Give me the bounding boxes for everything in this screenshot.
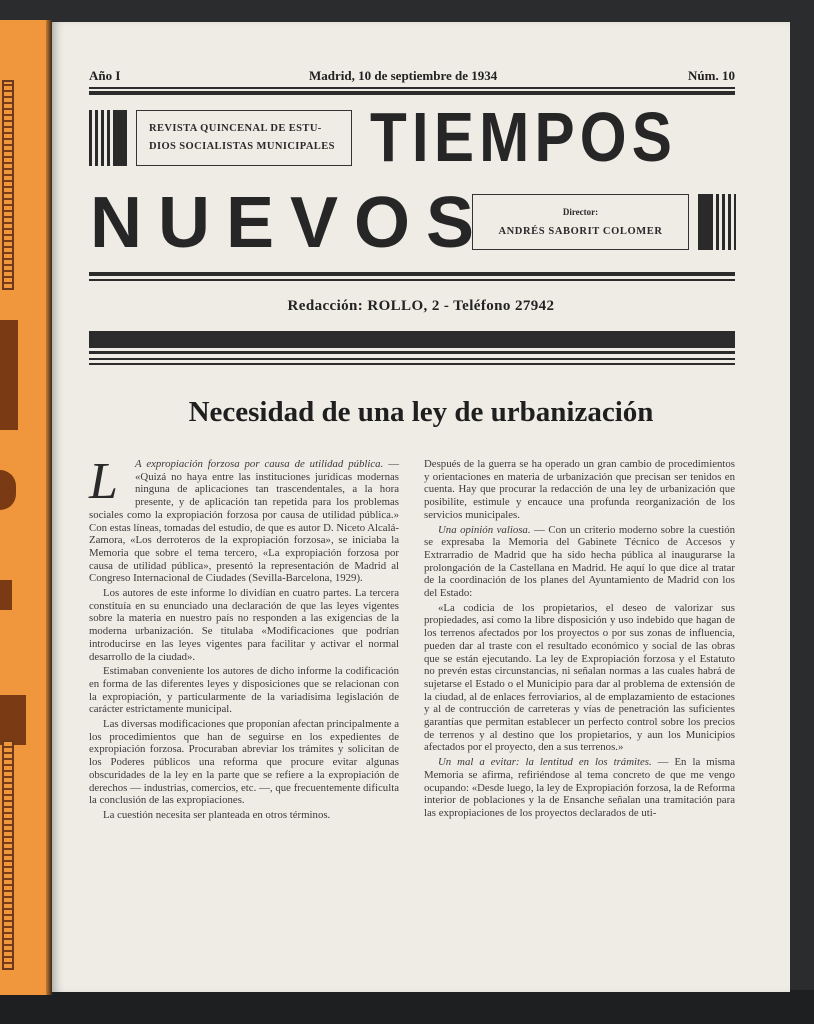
issue-number: Núm. 10: [688, 68, 735, 83]
paragraph: [89, 453, 399, 585]
header-rule: [89, 91, 735, 95]
ornament: [0, 580, 12, 610]
issue-year: Año I: [89, 68, 121, 83]
subtitle-line: DIOS SOCIALISTAS MUNICIPALES: [149, 141, 335, 152]
ornament: [0, 320, 18, 430]
paragraph: Después de la guerra se ha operado un gran cambio de procedimientos y orientaciones en materia de urbanización que precisan ser tenidos en cuenta. Hay que procurar la redacción de una ley de urbanización que posibilite, estimule y encauce una profunda reorganización de los servicios municipales.: [424, 458, 735, 521]
paragraph-text: — Con un criterio moderno sobre la cuestión se expresaba la Memoria del Gabinete Técnico de Accesos y Extrarradio de Madrid que ha sido hecha pública al inaugurarse la prolongación de la Castellana en Madrid. He aquí lo que dice al tratar de la coordinación de los planes del Ayuntamiento de Madrid con los del Estado:: [424, 523, 736, 600]
paragraph: Los autores de este informe lo dividían en cuatro partes. La tercera constituía en su enunciado una declaración de que las leyes vigentes sobre la materia en nuestro país no responden a las exigencias de la moderna urbanización. Se titulaba «Modificaciones que podrían introducirse en las leyes vigentes para facilitar y activar el normal desarrollo de la ciudad».: [89, 587, 399, 663]
masthead-rule: [89, 279, 735, 281]
thin-rule: [89, 363, 735, 365]
subtitle-box: [136, 110, 352, 166]
masthead-rule: [89, 272, 735, 276]
paragraph: [424, 524, 735, 600]
section-lead: Una opinión valiosa.: [438, 523, 531, 536]
ornamental-border-top: [2, 80, 14, 290]
ornamental-border-bottom: [2, 740, 14, 970]
decorative-bars: [89, 110, 127, 166]
subtitle-line: REVISTA QUINCENAL DE ESTU-: [149, 123, 322, 134]
paragraph: Las diversas modificaciones que proponían afectan principalmente a los procedimientos que han de seguirse en los expedientes de expropiación forzosa. Procuraban abreviar los trámites y solicitan de los Poderes públicos una reforma que procure evitar algunas obscuridades de la ley en la parte que se refiere a la expropiación de derechos — industrias, comercios, etc. —, que frecuentemente dificulta la conclusión de las expropiaciones.: [89, 718, 399, 807]
journal-page: [52, 22, 790, 992]
article-column-right: [424, 458, 735, 822]
thin-rule: [89, 358, 735, 360]
title-tiempos: TIEMPOS: [370, 98, 678, 176]
thin-rule: [89, 351, 735, 354]
decorative-bars: [698, 194, 736, 250]
facing-page: [0, 20, 52, 995]
paragraph: Estimaban conveniente los autores de dicho informe la codificación en forma de las diferentes leyes y disposiciones que se relacionan con la expropiación, y particularmente de la variadísima legislación de carácter estrictamente municipal.: [89, 665, 399, 716]
section-lead: A expropiación forzosa por causa de utilidad pública.: [135, 458, 384, 470]
redaccion-address: Redacción: ROLLO, 2 - Teléfono 27942: [287, 298, 555, 314]
drop-cap: L: [89, 453, 118, 510]
director-label: Director:: [562, 207, 599, 217]
director-box: [472, 194, 689, 250]
thick-rule: [89, 331, 735, 348]
background-bottom: [0, 990, 814, 1024]
title-nuevos: NUEVOS: [90, 183, 491, 263]
article-title: Necesidad de una ley de urbanización: [188, 396, 654, 428]
paragraph-text: — «Quizá no haya entre las instituciones jurídicas modernas ninguna de aplicaciones tan trascendentales, a la hora presente, y de aplicación tan repetida para los problemas sociales como la expropiación forzosa por causa de utilidad pública.» Con estas líneas, tomadas del estudio, de que es autor D. Niceto Alcalá-Zamora, «Los derroteros de la expropiación forzosa», se iniciaba la Memoria que sobre el tema tercero, «La expropiación forzosa por causa de utilidad pública», presentó la representación de Madrid al Congreso Internacional de Ciudades (Sevilla-Barcelona, 1929).: [89, 458, 399, 585]
paragraph: La cuestión necesita ser planteada en otros términos.: [103, 808, 331, 821]
issue-date: Madrid, 10 de septiembre de 1934: [309, 68, 498, 83]
paragraph-text: — En la misma Memoria se afirma, refiriéndose al tema concreto de que me vengo ocupando: «Desde luego, la ley de Expropiación forzosa, la de Reforma interior de poblaciones y la de Ensanche señalan una tramitación para las expropiaciones de los proyectos declarados de uti-: [424, 756, 736, 819]
ornament: [0, 470, 16, 510]
paragraph: «La codicia de los propietarios, el deseo de valorizar sus propiedades, así como la libre disposición y uso indebido que hagan de los terrenos afectados por los proyectos o por sus zonas de influencia, pueden dar al traste con el resultado económico y social de las obras que se están ejecutando. La ley de Expropiación forzosa y el Estatuto no prevén estas circunstancias, ni señalan normas a las cuales habrá de sujetarse el Estado o el Municipio para dar al problema de extensión de la ciudad, al de enlaces ferroviarios, al de emplazamiento de estaciones y al de contrucción de carreteras y vías de penetración las suficientes garantías que permitan establecer un perfecto control sobre los precios de terrenos y al destino que los propietarios, y aun los Municipios afectados por el proyecto, den a sus terrenos.»: [424, 601, 735, 754]
ornament: [0, 695, 26, 745]
header-rule: [89, 87, 735, 89]
article-column-left: [89, 453, 399, 824]
paragraph: [424, 756, 735, 820]
section-lead: Un mal a evitar: la lentitud en los trámites.: [438, 756, 652, 769]
header-line: [89, 68, 735, 84]
director-name: ANDRÉS SABORIT COLOMER: [498, 226, 663, 237]
